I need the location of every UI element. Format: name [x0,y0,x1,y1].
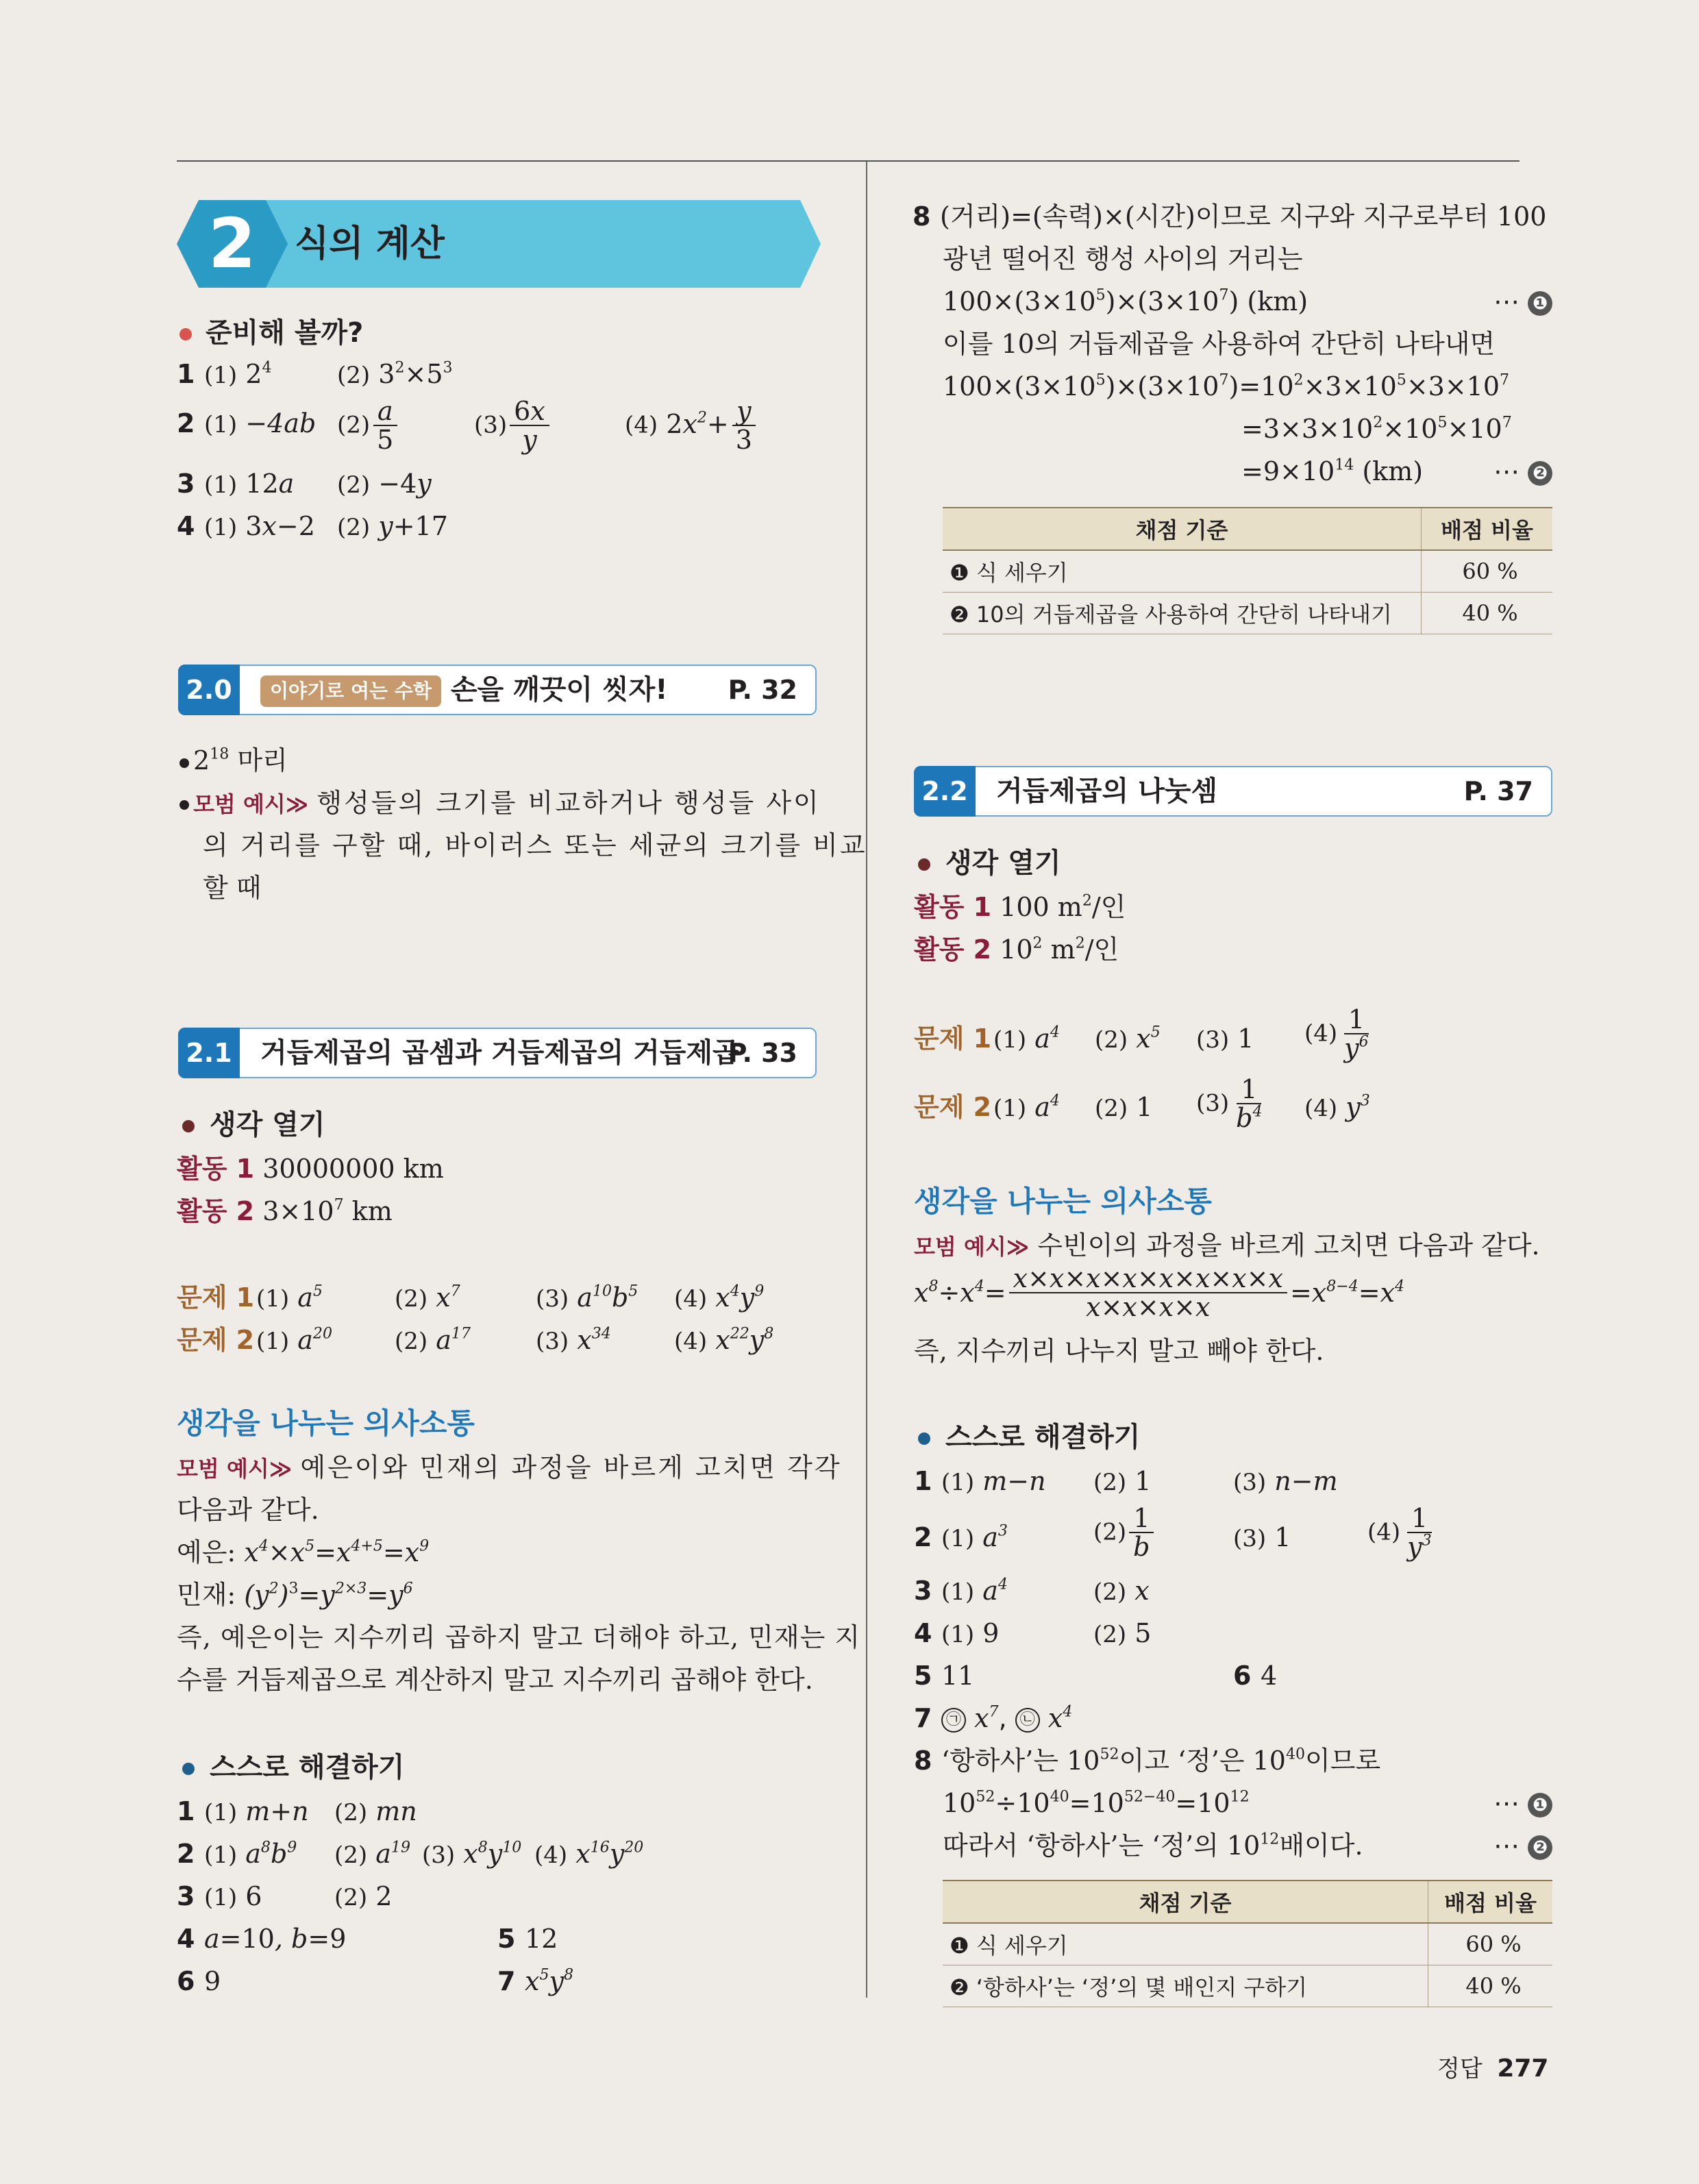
chapter-banner [177,200,821,288]
r8-line-6: $=3\times 3\times 10^2\times 10^5\times 10^7$ [1241,414,1512,444]
section-title: 거듭제곱의 나눗셈 [996,775,1218,807]
table-header: 배점 비율 [1428,1881,1553,1923]
sec22-self-heading: 스스로 해결하기 [918,1421,1140,1454]
sec21-ex-line-5: 즉, 예은이는 지수끼리 곱하지 말고 더해야 하고, 민재는 지 [177,1622,861,1652]
prep-row-4: 4 (1) 3x−2 (2) y+17 [177,511,448,541]
section-title: 거듭제곱의 곱셈과 거듭제곱의 거듭제곱 [260,1037,739,1069]
page-number: 277 [1497,2055,1549,2083]
sec21-self-1: 1 (1) m+n (2) mn [177,1796,417,1826]
prep-row-1: 1 (1) $2^4$ (2) $3^2\times 5^3$ [177,359,453,389]
section-2-1-header [178,1028,817,1078]
sec20-line-2: 의 거리를 구할 때, 바이러스 또는 세균의 크기를 비교 [203,830,867,860]
chapter-title: 식의 계산 [295,223,445,264]
sec22-q2: 문제 2 (1) $a^4$ (2) 1 (4) $y^3$ [914,1092,1370,1122]
prep-2-4: (4) $2x^2+$ $\frac{y}{3}$ [625,397,759,454]
sec22-self-1: 1 (1) m−n (2) 1 (3) n−m [914,1466,1338,1496]
chapter-number: 2 [208,203,256,284]
sec22-act1: 활동 1 100 $m^2/$인 [914,892,1126,922]
section-page: P. 37 [1463,776,1533,806]
sec21-q2: 문제 2 (1) $a^{20}$ (2) $a^{17}$ (3) $x^{34}$ (4) $x^{22}y^8$ [177,1325,774,1355]
sec22-q1-4: (4) $\frac{1}{y^6}$ [1304,1004,1369,1063]
dot-icon [179,758,189,768]
prep-2-3: (3) $\frac{6x}{y}$ [474,397,552,454]
story-pill: 이야기로 여는 수학 [260,675,441,707]
sec21-self-heading: 스스로 해결하기 [182,1751,404,1784]
sec21-self-4: 4 a=10, b=9 5 12 [177,1924,558,1954]
table-header: 채점 기준 [943,1881,1428,1923]
grading-table-1 [943,507,1552,634]
sec21-act1: 활동 1 30000000 km [177,1154,444,1184]
footer [1437,2052,1548,2085]
sec22-self-7: 7 ㉠ $x^7$, ㉡ $x^4$ [914,1703,1073,1733]
sec22-q1: 문제 1 (1) $a^4$ (2) $x^5$ (3) 1 [914,1023,1254,1054]
sec21-ex-line-4: 민재: $(y^2)^3=y^{2\times 3}=y^6$ [177,1580,413,1610]
red-bullet-icon [179,328,192,340]
sec21-self-2: 2 (1) $a^8b^9$ (2) $a^{19}$ (3) $x^8y^{10}$ (4) $x^{16}y^{20}$ [177,1839,644,1869]
s8-mark-1: ⋯ ❶ [1493,1787,1552,1820]
footer-label: 정답 [1437,2055,1483,2083]
s8-mark-2: ⋯ ❷ [1493,1829,1552,1862]
dot-icon [179,800,189,810]
sec21-self-3: 3 (1) 6 (2) 2 [177,1881,393,1911]
sec21-open-heading: 생각 열기 [182,1108,325,1141]
r8-mark-1: ⋯ ❶ [1493,285,1552,318]
sec22-ex-line-1: 모범 예시≫ 수빈이의 과정을 바르게 고치면 다음과 같다. [914,1230,1540,1261]
table-row: ❷ 10의 거듭제곱을 사용하여 간단히 나타내기 40 % [943,593,1552,634]
r8-line-3: $100\times(3\times 10^5)\times(3\times 10^7)$ (km) [943,286,1309,317]
section-title: 손을 깨끗이 씻자! [450,674,668,706]
sec22-act2: 활동 2 $10^2$ $m^2/$인 [914,934,1119,965]
r8-line-5: $100\times(3\times 10^5)\times(3\times 10^7)=10^2\times 3\times 10^5\times 3\times 10^7$ [943,371,1510,401]
dark-bullet-icon [918,858,930,871]
sec22-ex-equation: $x^8\div x^4=$ $\frac{x\times x\times x\times x\times x\times x\times x\times x}{x\times x\times x\times x}$ $=x^{8-4}=x^4$ [914,1263,1405,1322]
table-row: ❷ ‘항하사’는 ‘정’의 몇 배인지 구하기 40 % [943,1965,1552,2007]
r8-line-4: 이를 10의 거듭제곱을 사용하여 간단히 나타내면 [943,329,1496,359]
sec21-ex-line-6: 수를 거듭제곱으로 계산하지 말고 지수끼리 곱해야 한다. [177,1665,813,1695]
sec22-self-8-3: 따라서 ‘항하사’는 ‘정’의 $10^{12}$배이다. [943,1831,1363,1861]
sec22-comm-heading: 생각을 나누는 의사소통 [914,1184,1212,1218]
blue-bullet-icon [182,1763,195,1775]
dark-bullet-icon [182,1120,195,1132]
sec21-ex-line-2: 다음과 같다. [177,1495,319,1525]
table-header: 채점 기준 [943,508,1422,550]
sec20-bullet-2: 모범 예시≫ 행성들의 크기를 비교하거나 행성들 사이 [179,786,821,821]
section-page: P. 33 [728,1038,797,1068]
sec21-q1: 문제 1 (1) $a^5$ (2) $x^7$ (3) $a^{10}b^5$ (4) $x^4y^9$ [177,1282,765,1313]
column-divider [866,162,867,1998]
sec22-self-3: 3 (1) $a^4$ (2) x [914,1576,1150,1606]
prep-heading: 준비해 볼까? [179,317,363,349]
table-row: ❶ 식 세우기 60 % [943,1923,1552,1965]
r8-line-2: 광년 떨어진 행성 사이의 거리는 [943,244,1303,274]
sec21-ex-line-3: 예은: $x^4\times x^5=x^{4+5}=x^9$ [177,1537,430,1567]
sec21-act2: 활동 2 $3\times 10^7$ km [177,1196,393,1226]
sec22-self-5: 5 11 6 4 [914,1661,1278,1691]
sec22-self-2: 2 (1) $a^3$ (3) 1 [914,1522,1291,1552]
section-tag: 2.1 [178,1028,240,1078]
r8-mark-2: ⋯ ❷ [1493,455,1552,488]
blue-bullet-icon [918,1432,930,1445]
prep-row-3: 3 (1) 12a (2) −4y [177,469,432,499]
section-page: P. 32 [728,675,797,705]
sec20-line-3: 할 때 [203,873,262,903]
sec22-open-heading: 생각 열기 [918,847,1061,880]
banner-shape [177,200,821,288]
section-tag: 2.0 [178,665,240,715]
table-row: ❶ 식 세우기 60 % [943,550,1552,593]
sec22-ex-conc: 즉, 지수끼리 나누지 말고 빼야 한다. [914,1336,1324,1366]
sec22-self-2-2: (2) $\frac{1}{b}$ [1093,1504,1157,1561]
sec21-ex-line-1: 모범 예시≫ 예은이와 민재의 과정을 바르게 고치면 각각 [177,1452,842,1482]
grading-table-2 [943,1880,1552,2007]
sec21-self-5: 6 9 7 $x^5y^8$ [177,1966,573,1996]
sec22-q2-3: (3) $\frac{1}{b^4}$ [1196,1074,1263,1133]
section-2-0-header [178,665,817,715]
sec22-self-8-1: 8 ‘항하사’는 $10^{52}$이고 ‘정’은 $10^{40}$이므로 [914,1746,1381,1776]
r8-line-1: 8 (거리)=(속력)×(시간)이므로 지구와 지구로부터 100 [913,201,1547,232]
top-rule [177,160,1520,162]
prep-row-2: 2 (1) −4ab [177,408,317,438]
sec22-self-8-2: $10^{52}\div 10^{40}=10^{52-40}=10^{12}$ [943,1788,1250,1818]
r8-line-7: $=9\times 10^{14}$ (km) [1241,456,1424,486]
sec20-bullet-1: $2^{18}$ 마리 [179,744,288,777]
sec21-comm-heading: 생각을 나누는 의사소통 [177,1406,475,1440]
table-header: 배점 비율 [1422,508,1553,550]
sec22-self-2-4: (4) $\frac{1}{y^3}$ [1367,1503,1432,1562]
section-tag: 2.2 [914,766,976,817]
section-2-2-header [914,766,1552,817]
prep-2-2: (2) $\frac{a}{5}$ [337,397,400,454]
sec22-self-4: 4 (1) 9 (2) 5 [914,1618,1152,1648]
